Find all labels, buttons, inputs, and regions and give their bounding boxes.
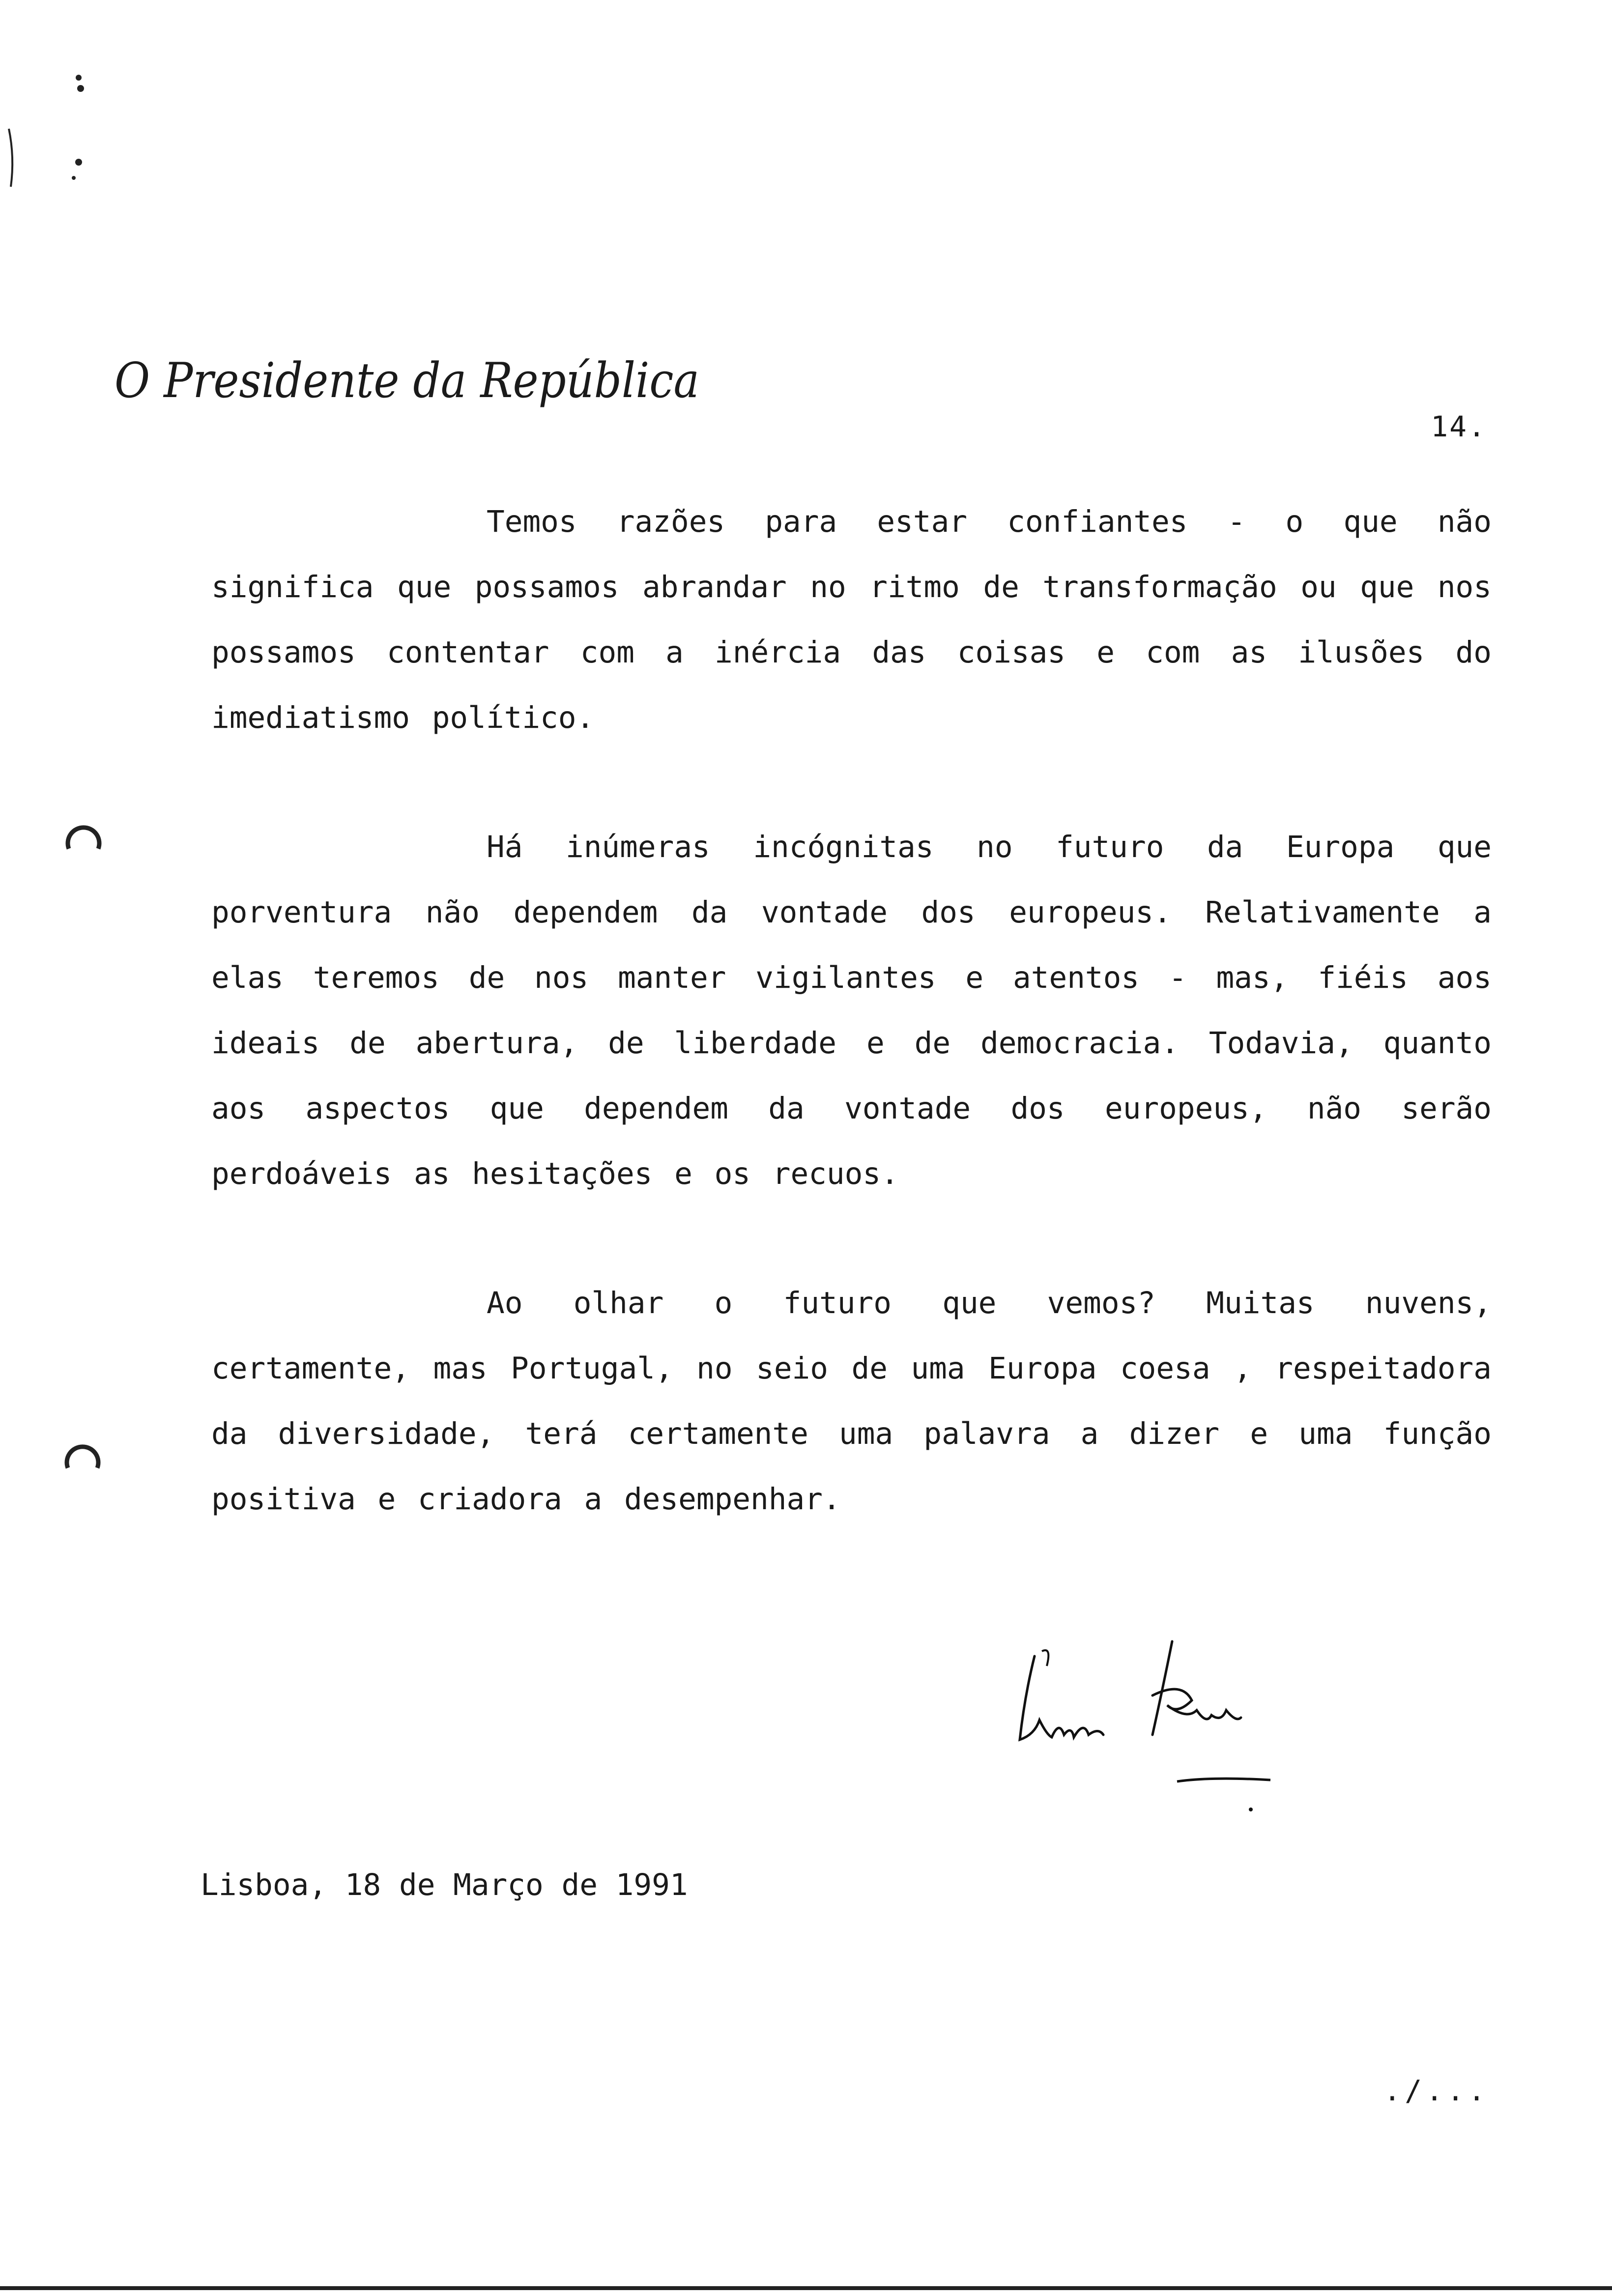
paragraph-1 [211,489,1492,750]
paragraph-3-text: Ao olhar o futuro que vemos? Muitas nuvens, certamente, mas Portugal, no seio de uma Europa coesa , respeitadora da diversidade, terá certamente uma palavra a dizer e uma função positiva e criadora a desempenhar. [211,1286,1492,1517]
paragraph-3 [211,1270,1492,1532]
punch-hole-upper [64,818,103,858]
page-number: 14. [1431,410,1487,443]
place-and-date: Lisboa, 18 de Março de 1991 [201,1867,688,1902]
handwritten-signature [1005,1636,1285,1823]
paragraph-2-text: Há inúmeras incógnitas no futuro da Europa que porventura não dependem da vontade dos europeus. Relativamente a elas teremos de nos manter vigilantes e atentos - mas, fiéis aos ideais de abertura, de liberdade e de democracia. Todavia, quanto aos aspectos que dependem da vontade dos europeus, não serão perdoáveis as hesitações e os recuos. [211,830,1492,1191]
continuation-mark: ./... [1383,2074,1489,2107]
scan-marks [0,0,108,206]
letterhead-text: O Presidente da República [115,353,699,409]
paragraph-2 [211,814,1492,1206]
letterhead-script [111,339,705,425]
punch-hole-lower [63,1437,102,1477]
bottom-scan-edge [0,2286,1612,2290]
paragraph-1-text: Temos razões para estar confiantes - o que não significa que possamos abrandar no ritmo de transformação ou que nos possamos contentar com a inércia das coisas e com as ilusões do imediatismo político. [211,504,1492,735]
